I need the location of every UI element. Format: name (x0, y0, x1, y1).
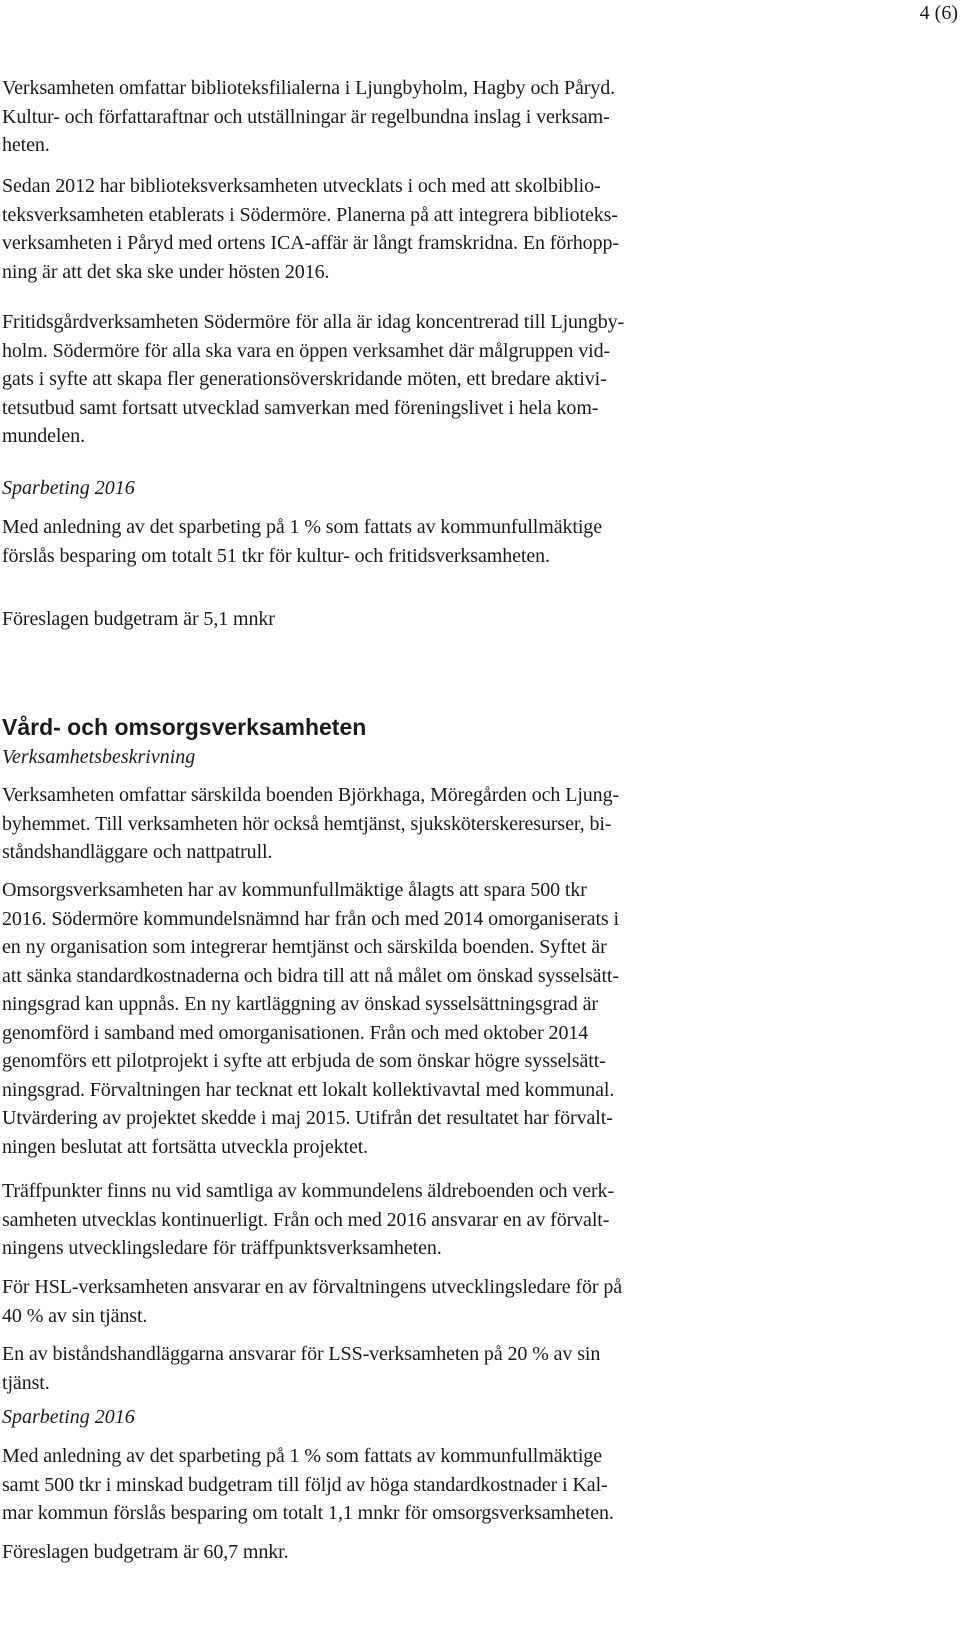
paragraph-meeting-points (2, 1177, 614, 1263)
text-line: en ny organisation som integrerar hemtjänst och särskilda boenden. Syftet är (2, 936, 607, 958)
text-line: genomförd i samband med omorganisationen. Från och med oktober 2014 (2, 1021, 589, 1044)
savings-subheading: Sparbeting 2016 (2, 477, 135, 499)
section-heading: Vård- och omsorgsverksamheten (2, 714, 367, 740)
savings-subheading: Sparbeting 2016 (2, 1406, 135, 1428)
text-line: 40 % av sin tjänst. (2, 1304, 148, 1327)
text-line: ningsgrad kan uppnås. En ny kartläggning av önskad sysselsättningsgrad är (2, 993, 598, 1015)
text-line: att sänka standardkostnaderna och bidra till att nå målet om önskad sysselsätt- (2, 964, 619, 987)
text-line: förslås besparing om totalt 51 tkr för kultur- och fritidsverksamheten. (2, 544, 550, 567)
text-line: Verksamheten omfattar särskilda boenden Björkhaga, Möregården och Ljung- (2, 784, 620, 806)
text-line: Föreslagen budgetram är 5,1 mnkr (2, 608, 275, 630)
text-line: ningens utvecklingsledare för träffpunktsverksamheten. (2, 1237, 442, 1259)
text-line: Sedan 2012 har biblioteksverksamheten utvecklats i och med att skolbiblio- (2, 175, 601, 197)
culture-budget-frame (2, 605, 275, 634)
paragraph-school-library (2, 172, 619, 286)
text-line: tjänst. (2, 1371, 50, 1394)
text-line: Utvärdering av projektet skedde i maj 2015. Utifrån det resultatet har förvalt- (2, 1107, 613, 1129)
text-line: teksverksamheten etablerats i Södermöre. Planerna på att integrera biblioteks- (2, 203, 618, 226)
paragraph-culture-savings (2, 513, 602, 570)
text-line: Verksamheten omfattar biblioteksfilialerna i Ljungbyholm, Hagby och Påryd. (2, 77, 616, 99)
text-line: verksamheten i Påryd med ortens ICA-affär är långt framskridna. En förhopp- (2, 232, 619, 254)
text-line: En av biståndshandläggarna ansvarar för LSS-verksamheten på 20 % av sin (2, 1343, 601, 1365)
text-line: Med anledning av det sparbeting på 1 % som fattats av kommunfullmäktige (2, 516, 602, 538)
care-budget-frame (2, 1538, 289, 1567)
text-line: ning är att det ska ske under hösten 2016. (2, 260, 330, 283)
text-line: ståndshandläggare och nattpatrull. (2, 841, 273, 863)
paragraph-care-savings (2, 1442, 614, 1528)
text-line: samheten utvecklas kontinuerligt. Från och med 2016 ansvarar en av förvalt- (2, 1208, 610, 1231)
section-subheading: Verksamhetsbeskrivning (2, 746, 196, 768)
paragraph-lss (2, 1340, 600, 1397)
text-line: byhemmet. Till verksamheten hör också hemtjänst, sjuksköterskeresurser, bi- (2, 812, 612, 835)
text-line: samt 500 tkr i minskad budgetram till följd av höga standardkostnader i Kal- (2, 1473, 608, 1496)
text-line: Omsorgsverksamheten har av kommunfullmäktige ålagts att spara 500 tkr (2, 879, 587, 901)
text-line: mundelen. (2, 425, 85, 447)
text-line: Med anledning av det sparbeting på 1 % som fattats av kommunfullmäktige (2, 1445, 602, 1467)
text-line: gats i syfte att skapa fler generationsöverskridande möten, ett bredare aktivi- (2, 368, 607, 390)
paragraph-care-scope (2, 781, 619, 867)
text-line: För HSL-verksamheten ansvarar en av förvaltningens utvecklingsledare för på (2, 1276, 623, 1298)
text-line: Föreslagen budgetram är 60,7 mnkr. (2, 1541, 289, 1563)
paragraph-hsl (2, 1273, 622, 1330)
page-number: 4 (6) (919, 2, 958, 24)
text-line: heten. (2, 134, 50, 156)
text-line: Träffpunkter finns nu vid samtliga av kommundelens äldreboenden och verk- (2, 1180, 615, 1202)
text-line: genomförs ett pilotprojekt i syfte att erbjuda de som önskar högre sysselsätt- (2, 1050, 606, 1072)
text-line: 2016. Södermöre kommundelsnämnd har från och med 2014 omorganiserats i (2, 907, 619, 930)
text-line: Kultur- och författaraftnar och utställningar är regelbundna inslag i verksam- (2, 105, 610, 128)
text-line: Fritidsgårdverksamheten Södermöre för alla är idag koncentrerad till Ljungby- (2, 311, 625, 333)
text-line: ningsgrad. Förvaltningen har tecknat ett lokalt kollektivavtal med kommunal. (2, 1078, 615, 1101)
paragraph-care-organisation (2, 876, 619, 1161)
text-line: tetsutbud samt fortsatt utvecklad samverkan med föreningslivet i hela kom- (2, 396, 599, 419)
paragraph-libraries (2, 74, 615, 160)
text-line: mar kommun förslås besparing om totalt 1,1 mnkr för omsorgsverksamheten. (2, 1502, 614, 1524)
text-line: ningen beslutat att fortsätta utveckla projektet. (2, 1135, 369, 1158)
text-line: holm. Södermöre för alla ska vara en öppen verksamhet där målgruppen vid- (2, 339, 611, 362)
paragraph-youth-centre (2, 308, 624, 451)
